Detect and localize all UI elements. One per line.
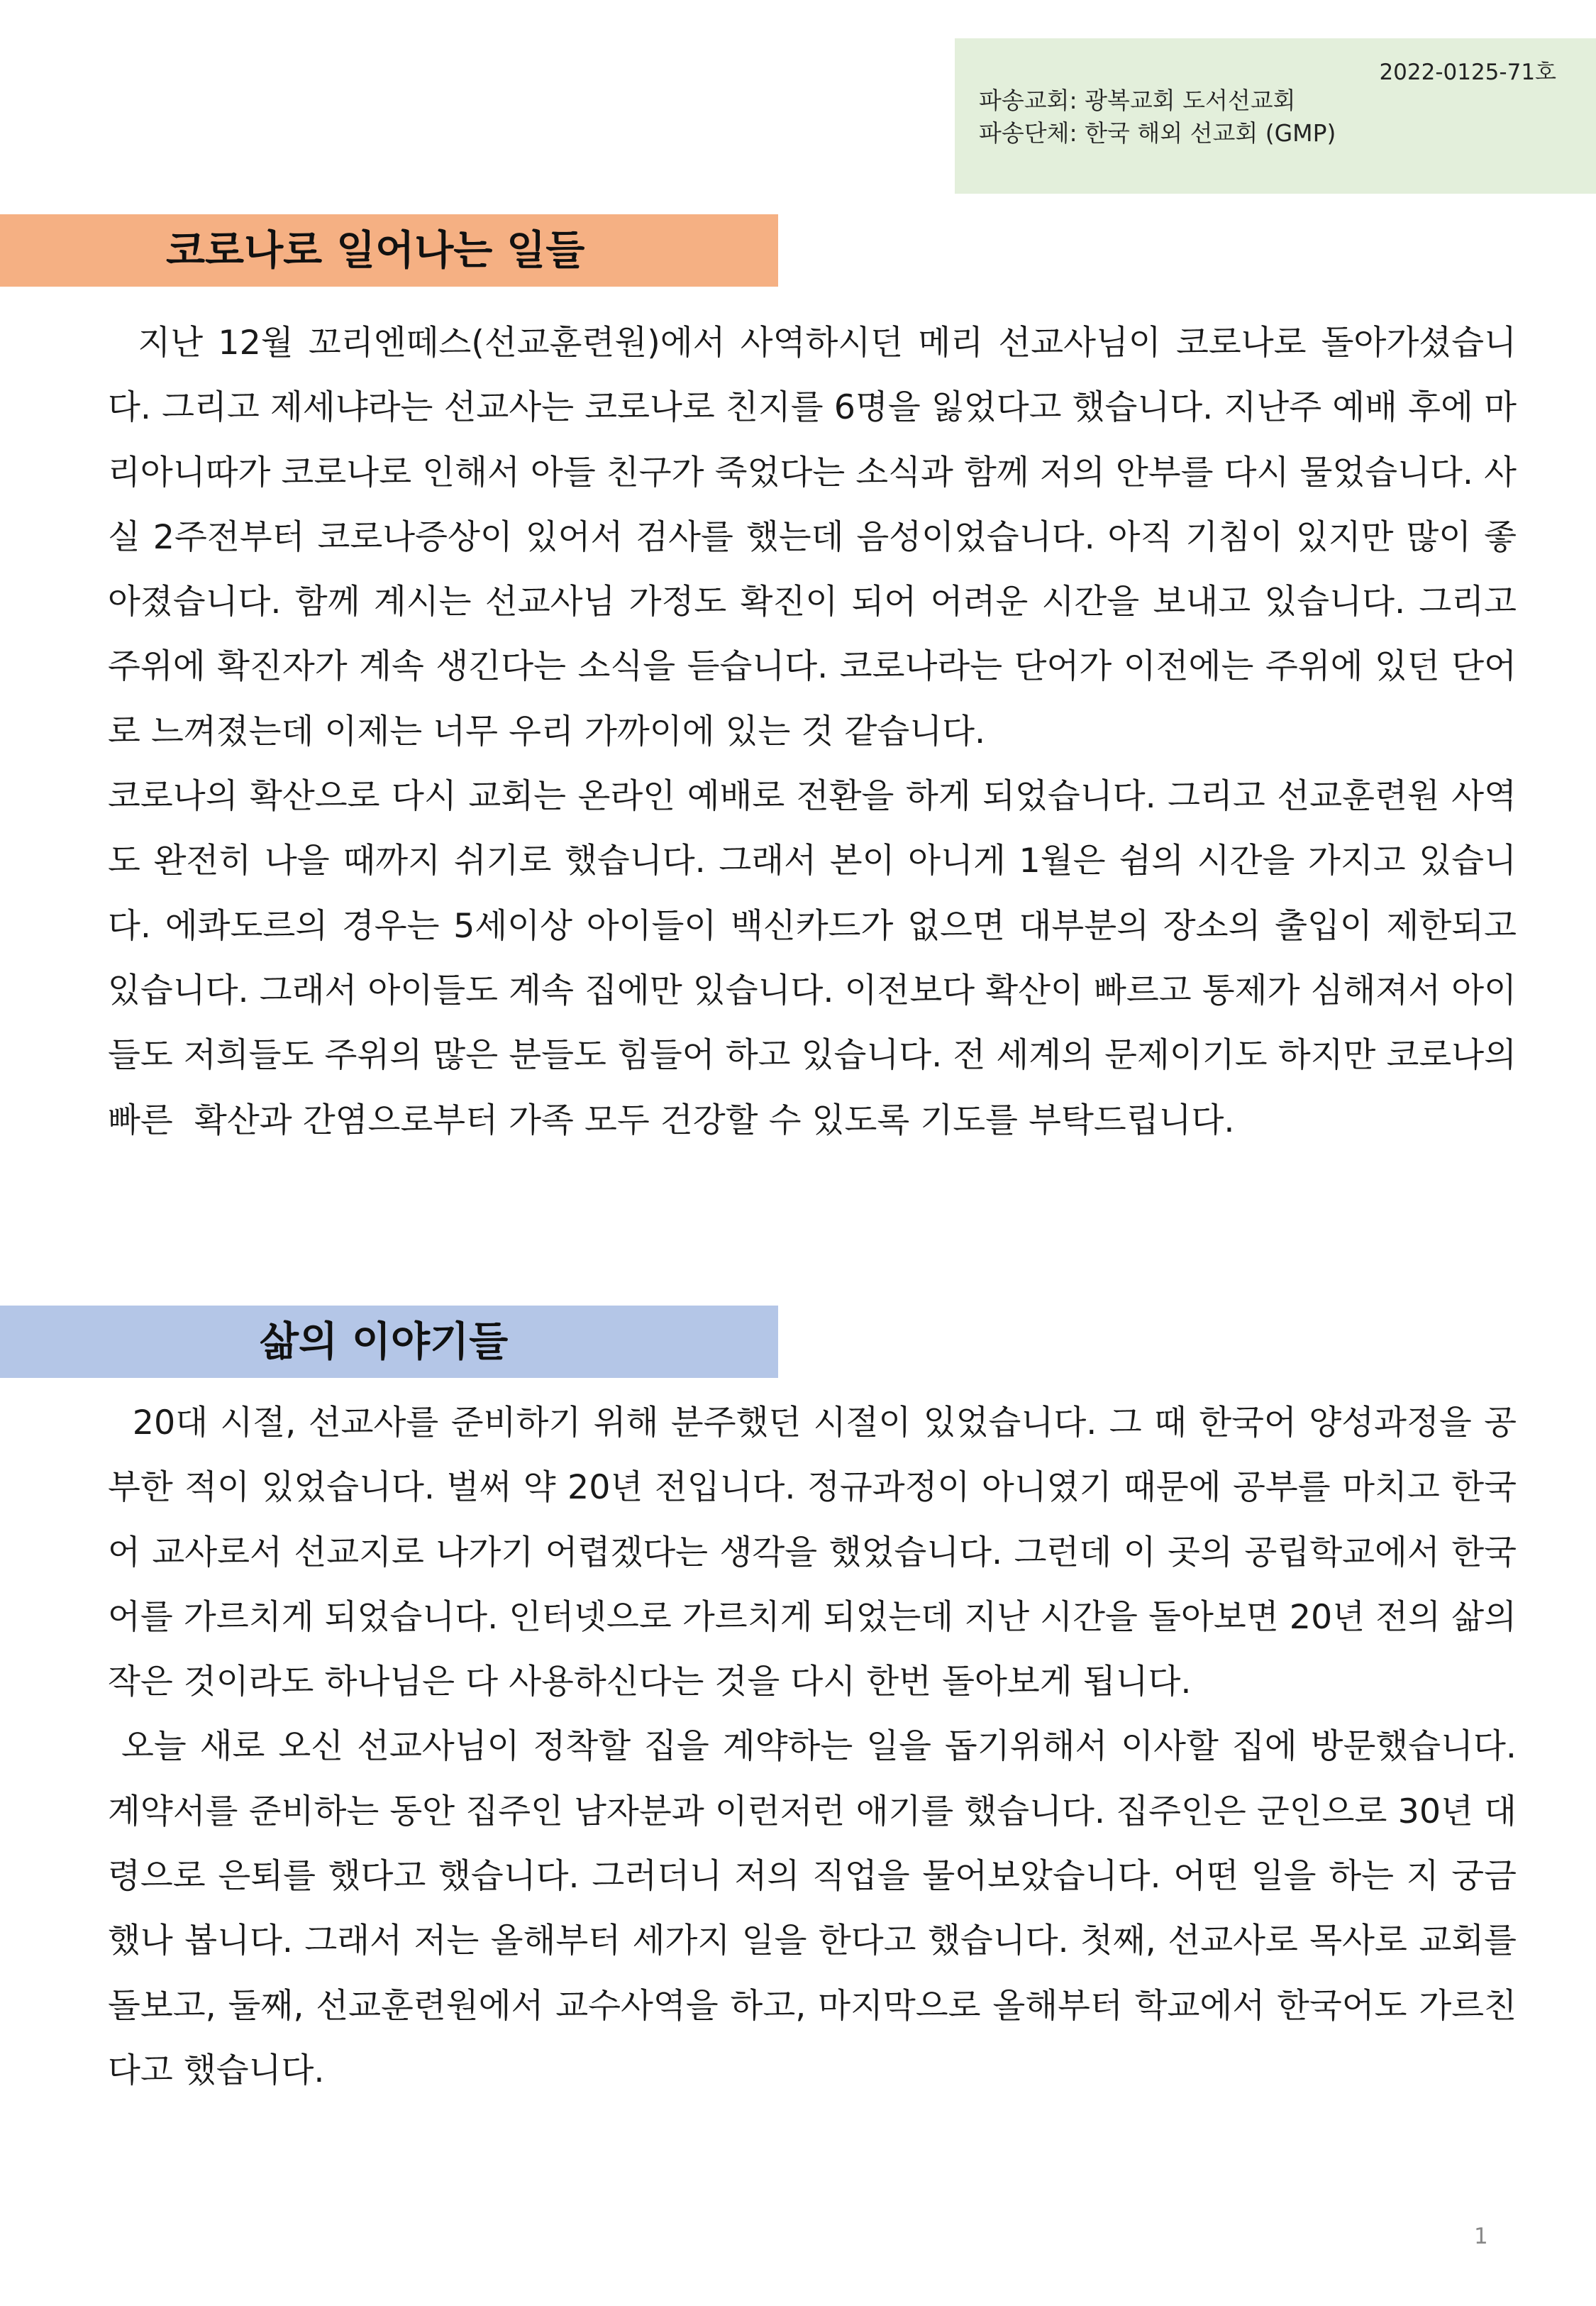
section1-paragraph-2: 코로나의 확산으로 다시 교회는 온라인 예배로 전환을 하게 되었습니다. 그리고 선교훈련원 사역도 완전히 나을 때까지 쉬기로 했습니다. 그래서 본이 아니게 1월은 쉼의 시간을 가지고 있습니다. 에콰도르의 경우는 5세이상 아이들이 백신카드가 없으면 대부분의 장소의 출입이 제한되고 있습니다. 그래서 아이들도 계속 집에만 있습니다. 이전보다 확산이 빠르고 통제가 심해져서 아이들도 저희들도 주위의 많은 분들도 힘들어 하고 있습니다. 전 세계의 문제이기도 하지만 코로나의 빠른 확산과 간염으로부터 가족 모두 건강할 수 있도록 기도를 부탁드립니다.: [108, 777, 1528, 1140]
page-number: 1: [1474, 2224, 1488, 2249]
section1-header-bar: [0, 214, 778, 287]
section2-paragraph-1: 20대 시절, 선교사를 준비하기 위해 분주했던 시절이 있었습니다. 그 때 한국어 양성과정을 공부한 적이 있었습니다. 벌써 약 20년 전입니다. 정규과정이 아니였기 때문에 공부를 마치고 한국어 교사로서 선교지로 나가기 어렵겠다는 생각을 했었습니다. 그런데 이 곳의 공립학교에서 한국어를 가르치게 되었습니다. 인터넷으로 가르치게 되었는데 지난 시간을 돌아보면 20년 전의 삶의 작은 것이라도 하나님은 다 사용하신다는 것을 다시 한번 돌아보게 됩니다.: [108, 1403, 1528, 1702]
section2-title: 삶의 이야기들: [260, 1318, 509, 1365]
section2-body: [108, 1391, 1528, 2103]
sending-church: 파송교회: 광복교회 도서선교회: [979, 87, 1296, 114]
section1-paragraph-1: 지난 12월 꼬리엔떼스(선교훈련원)에서 사역하시던 메리 선교사님이 코로나로 돌아가셨습니다. 그리고 제세냐라는 선교사는 코로나로 친지를 6명을 잃었다고 했습니다. 지난주 예배 후에 마리아니따가 코로나로 인해서 아들 친구가 죽었다는 소식과 함께 저의 안부를 다시 물었습니다. 사실 2주전부터 코로나증상이 있어서 검사를 했는데 음성이었습니다. 아직 기침이 있지만 많이 좋아졌습니다. 함께 계시는 선교사님 가정도 확진이 되어 어려운 시간을 보내고 있습니다. 그리고 주위에 확진자가 계속 생긴다는 소식을 듣습니다. 코로나라는 단어가 이전에는 주위에 있던 단어로 느껴졌는데 이제는 너무 우리 가까이에 있는 것 같습니다.: [108, 324, 1528, 751]
section2-paragraph-2: 오늘 새로 오신 선교사님이 정착할 집을 계약하는 일을 돕기위해서 이사할 집에 방문했습니다. 계약서를 준비하는 동안 집주인 남자분과 이런저런 애기를 했습니다. 집주인은 군인으로 30년 대령으로 은퇴를 했다고 했습니다. 그러더니 저의 직업을 물어보았습니다. 어떤 일을 하는 지 궁금했나 봅니다. 그래서 저는 올해부터 세가지 일을 한다고 했습니다. 첫째, 선교사로 목사로 교회를 돌보고, 둘째, 선교훈련원에서 교수사역을 하고, 마지막으로 올해부터 학교에서 한국어도 가르친다고 했습니다.: [108, 1727, 1528, 2090]
issue-number: 2022-0125-71호: [1379, 60, 1556, 85]
sending-organization: 파송단체: 한국 해외 선교회 (GMP): [979, 119, 1336, 147]
section2-header-bar: [0, 1306, 778, 1378]
header-info-box: [955, 38, 1596, 194]
section1-body: [108, 311, 1528, 1153]
section1-title: 코로나로 일어나는 일들: [166, 227, 585, 274]
